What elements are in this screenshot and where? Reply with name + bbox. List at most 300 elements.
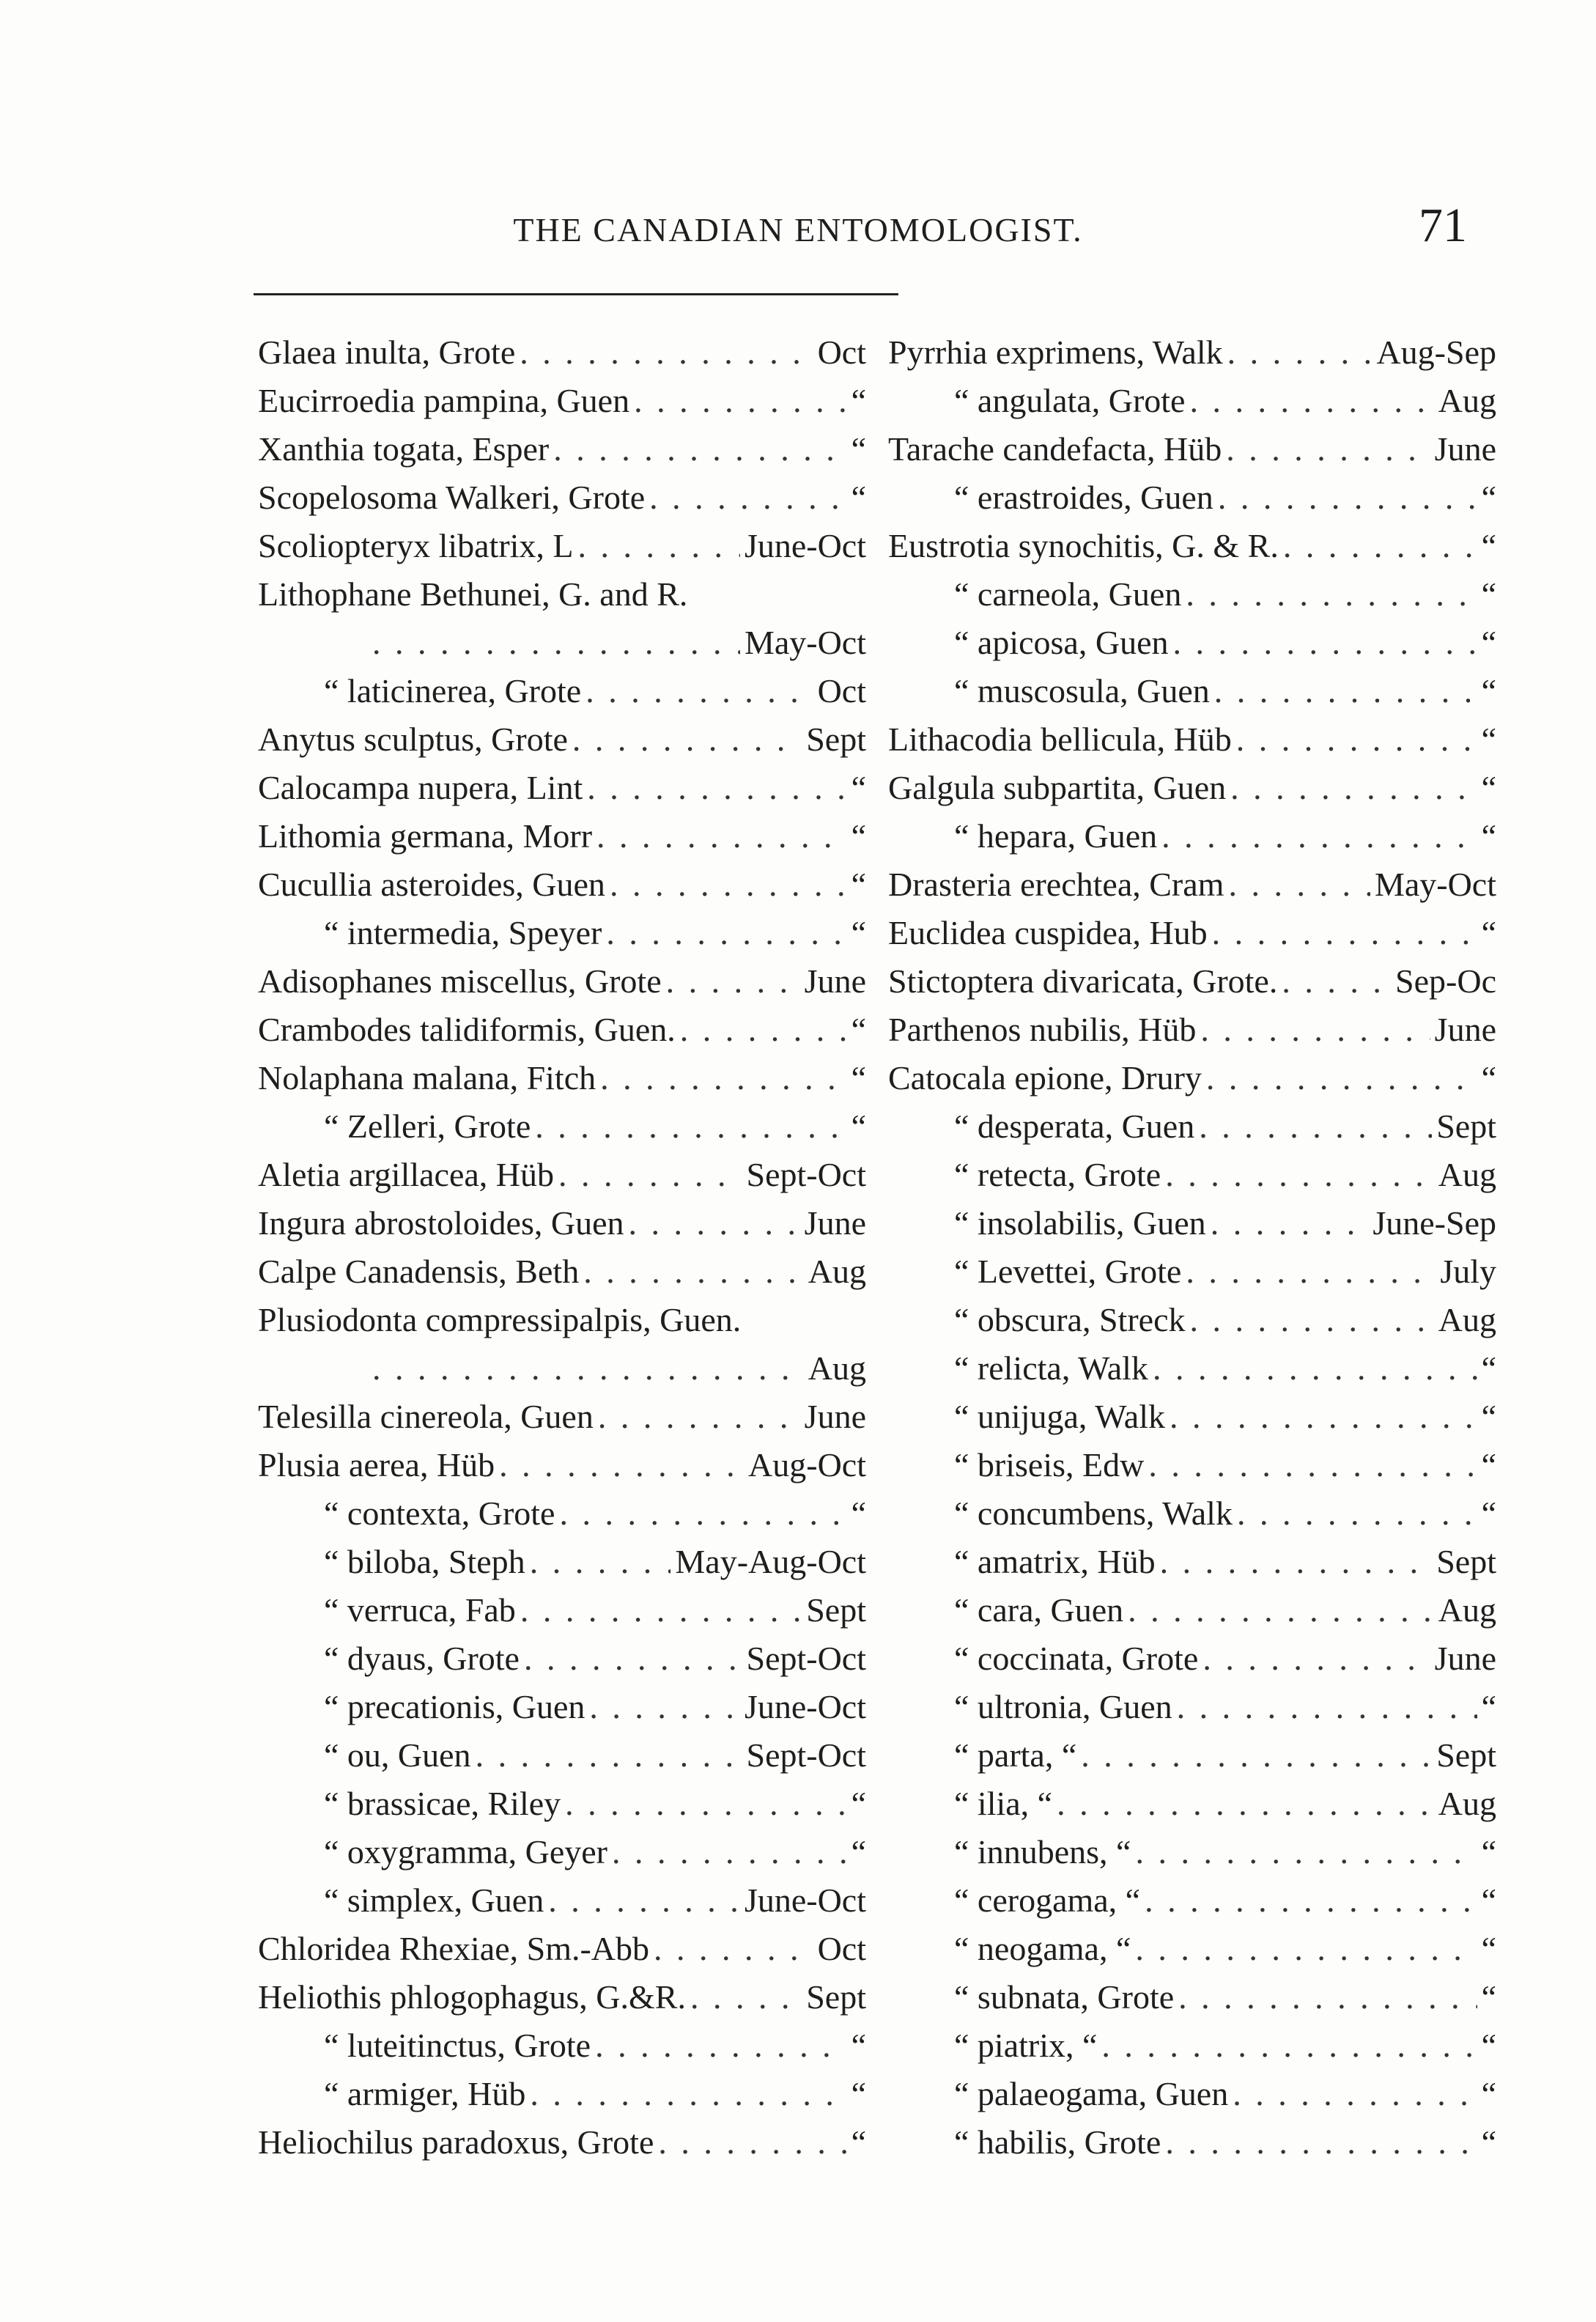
species-entry (888, 473, 1496, 522)
dot-leader (610, 860, 847, 909)
species-entry (258, 2070, 866, 2118)
species-name: Glaea inulta, Grote (258, 333, 516, 371)
flight-month: “ (1481, 2075, 1496, 2112)
species-name: “ relicta, Walk (954, 1349, 1148, 1387)
species-entry (888, 1247, 1496, 1296)
dot-leader (535, 1102, 846, 1151)
flight-month: “ (851, 382, 866, 419)
dot-leader (520, 1586, 802, 1634)
dot-leader (1177, 1683, 1477, 1731)
species-entry (888, 1006, 1496, 1054)
dot-leader (654, 1925, 813, 1973)
species-entry (888, 425, 1496, 473)
flight-month: “ (1481, 1881, 1496, 1919)
species-name: Eustrotia synochitis, G. & R. (888, 527, 1279, 564)
flight-month: Sep-Oc (1395, 962, 1496, 1000)
species-entry (888, 812, 1496, 860)
dot-leader (530, 2070, 846, 2118)
flight-month: Aug (808, 1253, 866, 1290)
dot-leader (1153, 1344, 1477, 1393)
flight-month: June-Oct (744, 1688, 866, 1725)
species-entry (258, 764, 866, 812)
dot-leader (612, 1828, 847, 1876)
species-entry (888, 2070, 1496, 2118)
species-name: “ desperata, Guen (954, 1107, 1195, 1145)
species-name: “ innubens, “ (954, 1833, 1131, 1870)
species-entry (258, 667, 866, 715)
species-name: “ dyaus, Grote (324, 1640, 520, 1677)
species-entry (888, 1489, 1496, 1538)
dot-leader (1170, 1393, 1477, 1441)
dot-leader (1200, 1006, 1430, 1054)
flight-month: May-Oct (744, 624, 866, 661)
flight-month: June-Oct (744, 527, 866, 564)
dot-leader (372, 1344, 804, 1393)
page-number: 71 (1419, 199, 1467, 252)
species-entry (258, 473, 866, 522)
species-name: “ palaeogama, Guen (954, 2075, 1229, 2112)
flight-month: “ (851, 430, 866, 468)
dot-leader (595, 2021, 847, 2070)
species-name: “ angulata, Grote (954, 382, 1186, 419)
dot-leader (565, 1780, 846, 1828)
species-name: Anytus sculptus, Grote (258, 720, 568, 758)
flight-month: Aug (1438, 1785, 1496, 1822)
flight-month: Aug (1438, 382, 1496, 419)
species-name: “ Zelleri, Grote (324, 1107, 531, 1145)
species-name: “ ilia, “ (954, 1785, 1053, 1822)
dot-leader (1161, 812, 1477, 860)
species-name: “ brassicae, Riley (324, 1785, 561, 1822)
dot-leader (666, 957, 800, 1006)
species-entry (258, 1828, 866, 1876)
species-name: Euclidea cuspidea, Hub (888, 914, 1208, 951)
species-name: “ armiger, Hüb (324, 2075, 526, 2112)
flight-month: “ (1481, 1833, 1496, 1870)
species-name: Lithacodia bellicula, Hüb (888, 720, 1232, 758)
species-entry (888, 1199, 1496, 1247)
dot-leader (1202, 1634, 1430, 1683)
dot-leader (680, 1006, 847, 1054)
flight-month: “ (1481, 1446, 1496, 1484)
dot-leader (1173, 619, 1477, 667)
species-name: “ coccinata, Grote (954, 1640, 1199, 1677)
right-column (888, 328, 1496, 2167)
dot-leader (572, 715, 802, 764)
species-entry (888, 328, 1496, 377)
flight-month: Sept (806, 720, 866, 758)
species-name: “ neogama, “ (954, 1930, 1131, 1967)
species-entry (258, 1973, 866, 2021)
species-name: “ parta, “ (954, 1736, 1077, 1774)
dot-leader (1237, 1489, 1477, 1538)
flight-month: “ (851, 914, 866, 951)
species-entry (888, 1634, 1496, 1683)
flight-month: “ (851, 1107, 866, 1145)
flight-month: June (804, 1204, 866, 1242)
species-name: Adisophanes miscellus, Grote (258, 962, 662, 1000)
species-name: “ cerogama, “ (954, 1881, 1141, 1919)
flight-month: “ (851, 2075, 866, 2112)
dot-leader (690, 1973, 802, 2021)
species-entry (888, 570, 1496, 619)
dot-leader (1178, 1973, 1477, 2021)
species-name: Telesilla cinereola, Guen (258, 1398, 594, 1435)
flight-month: “ (851, 1494, 866, 1532)
flight-month: “ (851, 1833, 866, 1870)
dot-leader (1165, 2118, 1477, 2167)
species-name: Cucullia asteroides, Guen (258, 866, 605, 903)
species-name: Scoliopteryx libatrix, L (258, 527, 574, 564)
dot-leader (499, 1441, 744, 1489)
species-name: “ ultronia, Guen (954, 1688, 1172, 1725)
dot-leader (548, 1876, 740, 1925)
flight-month: “ (851, 2027, 866, 2064)
species-name: Xanthia togata, Esper (258, 430, 550, 468)
flight-month: June (1434, 1011, 1496, 1048)
flight-month: Sept-Oct (746, 1736, 866, 1774)
dot-leader (1190, 1296, 1434, 1344)
species-name: “ ou, Guen (324, 1736, 471, 1774)
dot-leader (1199, 1102, 1432, 1151)
flight-month: “ (1481, 479, 1496, 516)
dot-leader (1165, 1151, 1434, 1199)
dot-leader (1206, 1054, 1477, 1102)
species-entry (258, 909, 866, 957)
flight-month: “ (851, 1059, 866, 1096)
dot-leader (559, 1489, 846, 1538)
species-name: “ subnata, Grote (954, 1978, 1175, 2016)
dot-leader (606, 909, 846, 957)
species-entry (258, 1296, 866, 1344)
flight-month: “ (851, 2123, 866, 2161)
species-entry (888, 1925, 1496, 1973)
species-entry (888, 1731, 1496, 1780)
species-entry (258, 1634, 866, 1683)
species-name: Aletia argillacea, Hüb (258, 1156, 555, 1193)
species-name: “ intermedia, Speyer (324, 914, 602, 951)
flight-month: June-Sep (1373, 1204, 1496, 1242)
species-entry (888, 1344, 1496, 1393)
species-name: Pyrrhia exprimens, Walk (888, 333, 1223, 371)
species-entry (258, 1538, 866, 1586)
species-name: Tarache candefacta, Hüb (888, 430, 1222, 468)
species-entry (258, 1151, 866, 1199)
dot-leader (600, 1054, 846, 1102)
species-entry (258, 1780, 866, 1828)
species-entry (258, 1102, 866, 1151)
dot-leader (649, 473, 846, 522)
flight-month: “ (1481, 672, 1496, 710)
species-name: Scopelosoma Walkeri, Grote (258, 479, 646, 516)
species-entry (888, 1393, 1496, 1441)
species-name: Chloridea Rhexiae, Sm.-Abb (258, 1930, 650, 1967)
flight-month: Sept (806, 1978, 866, 2016)
species-entry (888, 909, 1496, 957)
species-entry (888, 1441, 1496, 1489)
dot-leader (589, 1683, 740, 1731)
flight-month: June (804, 1398, 866, 1435)
dot-leader (1211, 1199, 1369, 1247)
dot-leader (1135, 1925, 1477, 1973)
flight-month: “ (851, 1011, 866, 1048)
flight-month: Sept (1436, 1107, 1496, 1145)
flight-month: “ (1481, 527, 1496, 564)
flight-month: “ (1481, 769, 1496, 806)
species-name: Heliothis phlogophagus, G.&R. (258, 1978, 686, 2016)
species-entry (258, 1586, 866, 1634)
species-entry (258, 1925, 866, 1973)
species-name: “ insolabilis, Guen (954, 1204, 1206, 1242)
species-entry (888, 1296, 1496, 1344)
flight-month: Aug (808, 1349, 866, 1387)
species-entry (258, 522, 866, 570)
species-name: “ retecta, Grote (954, 1156, 1161, 1193)
species-name: Calocampa nupera, Lint (258, 769, 583, 806)
dot-leader (1186, 1247, 1436, 1296)
flight-month: Sept (1436, 1736, 1496, 1774)
species-entry (258, 1199, 866, 1247)
flight-month: Oct (817, 672, 866, 710)
species-entry (258, 1489, 866, 1538)
species-entry (888, 957, 1496, 1006)
dot-leader (1236, 715, 1477, 764)
flight-month: June-Oct (744, 1881, 866, 1919)
left-column (258, 328, 866, 2167)
species-name: Heliochilus paradoxus, Grote (258, 2123, 654, 2161)
flight-month: Oct (817, 1930, 866, 1967)
dot-leader (578, 522, 740, 570)
species-name: “ briseis, Edw (954, 1446, 1145, 1484)
species-entry (888, 522, 1496, 570)
dot-leader (1283, 522, 1477, 570)
species-name: “ apicosa, Guen (954, 624, 1169, 661)
species-name: Ingura abrostoloides, Guen (258, 1204, 624, 1242)
species-name: Calpe Canadensis, Beth (258, 1253, 580, 1290)
species-entry (888, 619, 1496, 667)
flight-month: “ (851, 769, 866, 806)
dot-leader (553, 425, 846, 473)
species-name: “ unijuga, Walk (954, 1398, 1165, 1435)
flight-month: June (1434, 1640, 1496, 1677)
flight-month: “ (1481, 1398, 1496, 1435)
species-name: “ laticinerea, Grote (324, 672, 582, 710)
species-entry (888, 2118, 1496, 2167)
species-entry (888, 1973, 1496, 2021)
species-entry (258, 1683, 866, 1731)
species-entry (888, 1828, 1496, 1876)
flight-month: July (1440, 1253, 1496, 1290)
species-name: Drasteria erechtea, Cram (888, 866, 1224, 903)
flight-month: “ (851, 479, 866, 516)
dot-leader (520, 328, 813, 377)
flight-month: “ (851, 1785, 866, 1822)
dot-leader (1128, 1586, 1434, 1634)
species-entry (258, 1441, 866, 1489)
flight-month: “ (1481, 817, 1496, 855)
flight-month: “ (1481, 575, 1496, 613)
dot-leader (585, 667, 813, 715)
species-entry (888, 1151, 1496, 1199)
dot-leader (1189, 377, 1433, 425)
species-name: Eucirroedia pampina, Guen (258, 382, 630, 419)
species-name: “ cara, Guen (954, 1591, 1124, 1629)
species-entry (258, 1006, 866, 1054)
dot-leader (1218, 473, 1477, 522)
flight-month: Aug (1438, 1591, 1496, 1629)
species-entry (888, 2021, 1496, 2070)
flight-month: June (1434, 430, 1496, 468)
dot-leader (658, 2118, 846, 2167)
dot-leader (1230, 764, 1477, 812)
species-entry (258, 328, 866, 377)
species-name: Lithophane Bethunei, G. and R. (258, 575, 688, 613)
flight-month: “ (1481, 1059, 1496, 1096)
species-entry (258, 1393, 866, 1441)
species-name: “ verruca, Fab (324, 1591, 516, 1629)
dot-leader (558, 1151, 742, 1199)
species-name: “ luteitinctus, Grote (324, 2027, 591, 2064)
dot-leader (530, 1538, 671, 1586)
flight-month: “ (1481, 2123, 1496, 2161)
species-entry (258, 1247, 866, 1296)
species-entry (888, 1054, 1496, 1102)
dot-leader (372, 619, 740, 667)
species-name: “ obscura, Streck (954, 1301, 1186, 1338)
flight-month: Aug-Sep (1376, 333, 1496, 371)
species-entry (258, 619, 866, 667)
flight-month: “ (1481, 1688, 1496, 1725)
dot-leader (1186, 570, 1477, 619)
species-entry (258, 570, 866, 619)
species-entry (258, 425, 866, 473)
species-entry (258, 957, 866, 1006)
header-rule (254, 293, 898, 295)
species-name: Galgula subpartita, Guen (888, 769, 1227, 806)
dot-leader (1081, 1731, 1432, 1780)
species-name: “ precationis, Guen (324, 1688, 585, 1725)
species-name: Parthenos nubilis, Hüb (888, 1011, 1197, 1048)
species-entry (258, 1876, 866, 1925)
species-name: Plusia aerea, Hüb (258, 1446, 495, 1484)
species-entry (888, 377, 1496, 425)
dot-leader (587, 764, 846, 812)
flight-month: Oct (817, 333, 866, 371)
species-name: “ biloba, Steph (324, 1543, 525, 1580)
species-entry (888, 1102, 1496, 1151)
dot-leader (1282, 957, 1391, 1006)
dot-leader (1135, 1828, 1477, 1876)
dot-leader (629, 1199, 800, 1247)
flight-month: “ (851, 866, 866, 903)
flight-month: Aug (1438, 1301, 1496, 1338)
flight-month: “ (1481, 720, 1496, 758)
dot-leader (1057, 1780, 1434, 1828)
species-entry (258, 2118, 866, 2167)
species-name: Plusiodonta compressipalpis, Guen. (258, 1301, 742, 1338)
species-entry (888, 1683, 1496, 1731)
species-name: Lithomia germana, Morr (258, 817, 593, 855)
dot-leader (1148, 1441, 1477, 1489)
species-entry (888, 1586, 1496, 1634)
dot-leader (634, 377, 847, 425)
flight-month: Sept-Oct (746, 1640, 866, 1677)
dot-leader (1214, 667, 1477, 715)
species-name: “ concumbens, Walk (954, 1494, 1233, 1532)
flight-month: “ (1481, 914, 1496, 951)
species-entry (258, 2021, 866, 2070)
flight-month: Sept (1436, 1543, 1496, 1580)
species-entry (258, 1054, 866, 1102)
species-entry (258, 377, 866, 425)
species-entry (258, 1731, 866, 1780)
dot-leader (524, 1634, 742, 1683)
running-head: THE CANADIAN ENTOMOLOGIST. (513, 211, 1083, 248)
species-entry (888, 1876, 1496, 1925)
species-entry (258, 715, 866, 764)
dot-leader (1101, 2021, 1477, 2070)
flight-month: “ (1481, 1978, 1496, 2016)
species-name: “ carneola, Guen (954, 575, 1182, 613)
species-entry (888, 1780, 1496, 1828)
dot-leader (598, 1393, 800, 1441)
dot-leader (1212, 909, 1477, 957)
flight-month: May-Aug-Oct (675, 1543, 866, 1580)
species-name: “ habilis, Grote (954, 2123, 1161, 2161)
flight-month: May-Oct (1374, 866, 1496, 903)
species-name: “ muscosula, Guen (954, 672, 1210, 710)
species-name: “ oxygramma, Geyer (324, 1833, 608, 1870)
flight-month: “ (1481, 2027, 1496, 2064)
species-entry (258, 1344, 866, 1393)
flight-month: “ (1481, 1494, 1496, 1532)
species-entry (888, 715, 1496, 764)
species-entry (258, 860, 866, 909)
dot-leader (1233, 2070, 1477, 2118)
species-name: Crambodes talidiformis, Guen. (258, 1011, 676, 1048)
species-name: Nolaphana malana, Fitch (258, 1059, 596, 1096)
species-name: “ Levettei, Grote (954, 1253, 1182, 1290)
flight-month: “ (851, 817, 866, 855)
dot-leader (476, 1731, 742, 1780)
dot-leader (1160, 1538, 1433, 1586)
dot-leader (1226, 425, 1430, 473)
flight-month: Sept-Oct (746, 1156, 866, 1193)
species-entry (888, 764, 1496, 812)
dot-leader (583, 1247, 804, 1296)
flight-month: June (804, 962, 866, 1000)
species-name: “ contexta, Grote (324, 1494, 555, 1532)
species-entry (888, 667, 1496, 715)
flight-month: Sept (806, 1591, 866, 1629)
species-name: “ piatrix, “ (954, 2027, 1098, 2064)
dot-leader (1145, 1876, 1477, 1925)
flight-month: Aug-Oct (748, 1446, 866, 1484)
species-name: Stictoptera divaricata, Grote. (888, 962, 1278, 1000)
species-name: “ hepara, Guen (954, 817, 1158, 855)
dot-leader (1228, 860, 1370, 909)
species-name: “ amatrix, Hüb (954, 1543, 1156, 1580)
flight-month: “ (1481, 1349, 1496, 1387)
flight-month: “ (1481, 624, 1496, 661)
dot-leader (596, 812, 847, 860)
flight-month: “ (1481, 1930, 1496, 1967)
flight-month: Aug (1438, 1156, 1496, 1193)
species-entry (258, 812, 866, 860)
species-name: “ erastroides, Guen (954, 479, 1213, 516)
species-name: Catocala epione, Drury (888, 1059, 1202, 1096)
species-entry (888, 1538, 1496, 1586)
